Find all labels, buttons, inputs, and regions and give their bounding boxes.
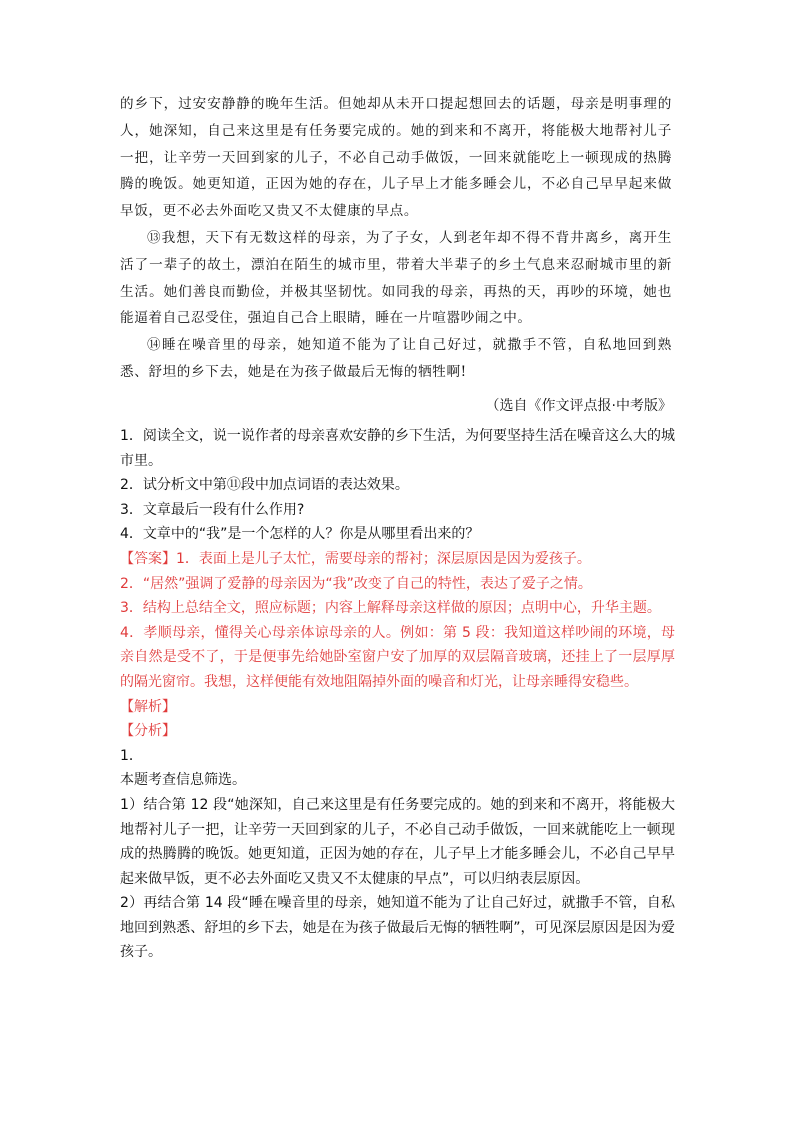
answer-1-text: 1．表面上是儿子太忙，需要母亲的帮衬；深层原因是因为爱孩子。 <box>176 550 591 567</box>
question-2: 2．试分析文中第⑪段中加点词语的表达效果。 <box>120 477 409 494</box>
analysis-tag: 【解析】 <box>120 698 176 715</box>
answer-2: 2．“居然”强调了爱静的母亲因为“我”改变了自己的特性，表达了爱子之情。 <box>120 575 592 592</box>
passage-paragraph-12-tail: 的乡下，过安安静静的晚年生活。但她却从未开口提起想回去的话题，母亲是明事理的人，她深知，自己来这里是有任务要完成的。她的到来和不离开，将能极大地帮衬儿子一把，让辛劳一天回到家的儿子，不必自己动手做饭，一回来就能吃上一顿现成的热腾腾的晚饭。她更知道，正因为她的存在，儿子早上才能多睡会儿，不必自己早早起来做早饭，更不必去外面吃又贵又不太健康的早点。 <box>120 96 672 220</box>
analysis-point-2: 2）再结合第 14 段“睡在噪音里的母亲，她知道不能为了让自己好过，就撒手不管，自私地回到熟悉、舒坦的乡下去，她是在为孩子做最后无悔的牺牲啊”，可见深层原因是因为爱孩子。 <box>120 895 675 961</box>
analysis-point-1: 1）结合第 12 段“她深知，自己来这里是有任务要完成的。她的到来和不离开，将能极大地帮衬儿子一把，让辛劳一天回到家的儿子，不必自己动手做饭，一回来就能吃上一顿现成的热腾腾的晚饭。她更知道，正因为她的存在，儿子早上才能多睡会儿，不必自己早早起来做早饭，更不必去外面吃又贵又不太健康的早点”，可以归纳表层原因。 <box>120 796 675 887</box>
answer-1 <box>120 547 675 572</box>
answer-4: 4．孝顺母亲，懂得关心母亲体谅母亲的人。例如：第 5 段：我知道这样吵闹的环境，母亲自然是受不了，于是便事先给她卧室窗户安了加厚的双层隔音玻璃，还挂上了一层厚厚的隔光窗帘。我想，这样便能有效地阻隔掉外面的噪音和灯光，让母亲睡得安稳些。 <box>120 624 675 690</box>
source-citation: （选自《作文评点报·中考版》 <box>485 398 672 414</box>
answer-3: 3．结构上总结全文，照应标题；内容上解释母亲这样做的原因；点明中心，升华主题。 <box>120 600 661 617</box>
fenxi-tag: 【分析】 <box>120 723 176 740</box>
answer-tag: 【答案】 <box>120 550 176 567</box>
question-3: 3．文章最后一段有什么作用? <box>120 501 305 518</box>
question-1: 1．阅读全文，说一说作者的母亲喜欢安静的乡下生活，为何要坚持生活在噪音这么大的城市里。 <box>120 428 675 469</box>
analysis-number: 1． <box>120 747 143 764</box>
questions-and-answers <box>120 424 675 965</box>
passage-paragraph-13: ⑬我想，天下有无数这样的母亲，为了子女，人到老年却不得不背井离乡，离开生活了一辈子的故土，漂泊在陌生的城市里，带着大半辈子的乡土气息来忍耐城市里的新生活。她们善良而勤俭，并极其坚韧忱。如同我的母亲，再热的天，再吵的环境，她也能逼着自己忍受住，强迫自己合上眼睛，睡在一片喧嚣吵闹之中。 <box>120 229 672 327</box>
question-4: 4．文章中的“我”是一个怎样的人？你是从哪里看出来的？ <box>120 526 480 543</box>
reading-passage <box>120 91 672 386</box>
analysis-intro: 本题考查信息筛选。 <box>120 772 246 789</box>
passage-paragraph-14: ⑭睡在噪音里的母亲，她知道不能为了让自己好过，就撒手不管，自私地回到熟悉、舒坦的乡下去，她是在为孩子做最后无悔的牺牲啊! <box>120 337 672 380</box>
